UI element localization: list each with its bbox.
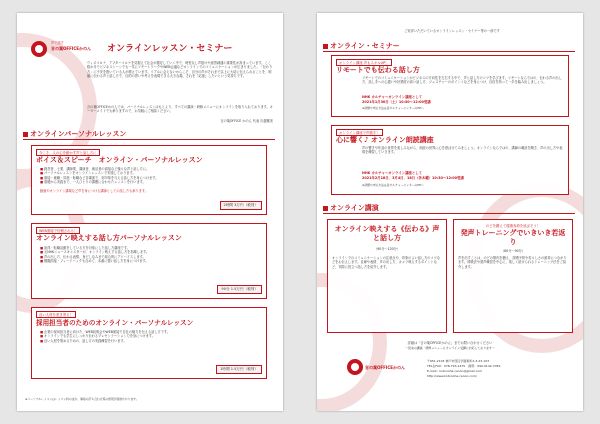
lecture-body: オンラインでのコミュニケーションの注意点や、印象のよい話し方のコツなどをお伝えします。目線や表情、声の出し方、カメラ映えするポイントなど、実際に役立つ話し方を紹介します。 [332, 256, 441, 269]
lesson-bullets [40, 246, 262, 264]
seminar-date: 2021年1月30日（土）10:30～12:00受講 [362, 100, 431, 104]
list-item: ■ 模擬面接・フィードバックも含めて、本番に強い話し方を身につけます。 [40, 259, 262, 263]
top-note: ご好評いただいているオンラインレッスン・セミナー等の一部です [404, 29, 500, 33]
list-item: ■ 企業の採用担当者に向けた、WEB説明会やWEB面接で自社の魅力を伝える話し方です。 [40, 330, 262, 334]
logo-name: 言の葉OFFICEかのん [365, 365, 406, 370]
logo-tagline: 声で話す [51, 41, 64, 45]
seminar-title: 心に響く♪ オンライン朗読講座 [336, 136, 434, 144]
seminar-note: ※詳細や申込方法は各カルチャーセンターのHPへ [362, 106, 424, 110]
lecture-duration: （60分～90分） [500, 249, 526, 253]
seminar-title: リモートでも伝わる話し方 [336, 66, 420, 74]
lecture-title: オンライン映えする《伝わる》声と話し方 [334, 225, 440, 242]
footer-note: ※パーソナルレッスンはレッスン料のほか、事前の打ち合わせ等の費用が別途かかります。 [25, 397, 139, 401]
seminar-tag: オンライン講座で声磨き！ [336, 129, 383, 136]
contact-line: 詳細は「言の葉OFFICEかのん」までお問い合わせください [407, 341, 493, 345]
lesson-price: 90分 1.5万円（税別） [217, 285, 262, 294]
lesson-price: 2時間 3万円（税別） [220, 201, 262, 210]
seminar-box-reading [331, 125, 569, 195]
address: 〒651-2103 神戸市西区学園東町2-3-23-103 [427, 359, 490, 363]
lesson-title: ボイス＆スピーチ オンライン・パーソナルレッスン [36, 156, 203, 164]
list-item: ■ 基礎から実践まで、一人ひとりの課題に合わせたレッスンを行います。 [40, 180, 262, 184]
lesson-box-voice-speech [31, 145, 267, 215]
seminar-box-remote [331, 55, 569, 117]
list-item: ■ 説得・転職活動をしている方を対象にした話し方講座です。 [40, 246, 262, 250]
list-item: ■ 経営者、士業、講師業、講演者、就活者の面接など様々な声と話し方に。 [40, 167, 262, 171]
list-item: ■ オンラインでも学生にしっかり伝わるプレゼンテーション力を身につけます。 [40, 334, 262, 338]
list-item: ■ 良い人材を集めるための、話し方の実践練習を行います。 [40, 339, 262, 343]
lecture-title: 発声トレーニングでいきいき若返り [460, 229, 566, 246]
lesson-tag: 良い人材を惹き寄る！ [36, 311, 76, 318]
lesson-note: 動画やオンライン講義など声を身につける講師としての話し方も承ります。 [40, 189, 148, 193]
list-item: ■ パーソナルレッスンをオンラインレッスンで実施しております。 [40, 171, 262, 175]
lesson-box-recruiter [31, 307, 267, 379]
lesson-bullets [40, 330, 262, 343]
seminar-note: ※詳細や申込方法は各カルチャーセンターのHPへ [362, 183, 424, 187]
lesson-title: 採用担当者のためのオンライン・パーソナルレッスン [36, 319, 194, 327]
section-header-personal: オンラインパーソナルレッスン [23, 129, 275, 140]
lesson-tag: 今こそ、人の心を動かす声と話し方に [36, 149, 100, 156]
section-header-seminar: オンライン・セミナー [323, 41, 575, 52]
lesson-title: オンライン映えする話し方パーソナルレッスン [36, 234, 182, 242]
email[interactable]: E-mail：kotonoha.canon@gmail.com [427, 369, 483, 373]
lecture-tag: のどを鍛えて健康寿命を延ばそう！ [485, 224, 541, 228]
left-page [17, 13, 283, 411]
logo-mark-icon [31, 41, 47, 57]
lecture-duration: （90分～120分） [373, 247, 401, 251]
logo-name: 言の葉OFFICEかのん [51, 46, 92, 51]
right-page [317, 13, 583, 411]
seminar-date: 2021年2月18日、3月4日、18日（各木曜）10:30～12:00受講 [362, 176, 464, 180]
lecture-body: 声を出すことは、のどの筋肉を鍛え、誤嚥予防や若々しさの維持につながります。呼吸法や発声練習を中心に、楽しく続けられるトレーニング法をご紹介します。 [458, 256, 567, 269]
phone: TEL＆FAX：078-793-1475 携帯：090-9142-7059 [427, 364, 501, 368]
seminar-schedule: NHK カルチャーオンライン講座として [362, 171, 423, 175]
page-title: オンラインレッスン・セミナー [107, 44, 233, 54]
seminar-body: 声の響きや作品の世界を楽しみながら、朗読の世界に心を遊ばせてみましょう。オンラインならではの、講師の範読を聞き、声の出し方や表現を練習していきます。 [362, 146, 563, 155]
contact-line-2: ～従来の講演・研修メニューもオンライン受講に対応しております～ [405, 346, 495, 350]
lecture-box-online [327, 219, 447, 333]
intro-text-2: 言の葉OFFICEかのんでは、パーソナルレッスンはもとより、すべての講演・研修メニューにオンラインを取り入れております。オーダーメイドでも承りますので、お気軽にご相談ください。 [87, 105, 273, 114]
lecture-box-voice-training [453, 219, 573, 333]
list-item: ■ 元NHKニュースキャスターが、オンライン映えする話し方を指導します。 [40, 250, 262, 254]
logo-mark-icon [347, 359, 363, 375]
lesson-tag: WEB面接で信頼される！ [36, 227, 80, 234]
intro-text: ウィズコロナ、アフターコロナを見据えて社会が激変していく中で、時差なし声掛けや意思疎通の重要性が高まっています。ここ数か月でビジネスシーンでも一気にリモートワークやWEB会議などオンラインでのコミュニケーションが広まりました。「伝わり方」に不安を抱いている人が増えています。リアルに会えないからこそ、自分の声がそれまで以上に大切に伝えられることを、明確に伝わる声と話し方で、目的の思いや考えを表現できる大きな場、それを『応援』したいという気持ちです。 [87, 61, 273, 79]
list-item: ■ 面接・就職・昇進・転職など各場面で、好印象を与える話し方を身につけます。 [40, 176, 262, 180]
lesson-bullets [40, 167, 262, 185]
list-item: ■ 声の出し方、伝わる表情、身だしなみまで総合的にアドバイスします。 [40, 255, 262, 259]
lesson-price: 1時間 1.5万円（税別） [216, 365, 262, 374]
seminar-tag: オンライン講座 声もスキルUP！ [336, 59, 392, 66]
seminar-body: リモートでのコミュニケーションがビジネスの方向性を左右する中で、声と話し方のコツを学びます。リモートならではの、伝わる声の出し方、話し手への心遣いや好感度の高い話し方、ジェスチャーのポイントなどを身につけ、自信を持って一歩を踏み出しましょう。 [362, 76, 562, 85]
lesson-box-online-speech [31, 223, 267, 299]
signature: 言の葉OFFICE かのん 代表 川越雅美 [220, 119, 273, 123]
seminar-schedule: NHK カルチャーオンライン講座として [362, 95, 423, 99]
website-link[interactable]: http://www.kotonoha-canon.com/ [427, 374, 477, 378]
section-header-lecture: オンライン講演 [323, 203, 575, 214]
